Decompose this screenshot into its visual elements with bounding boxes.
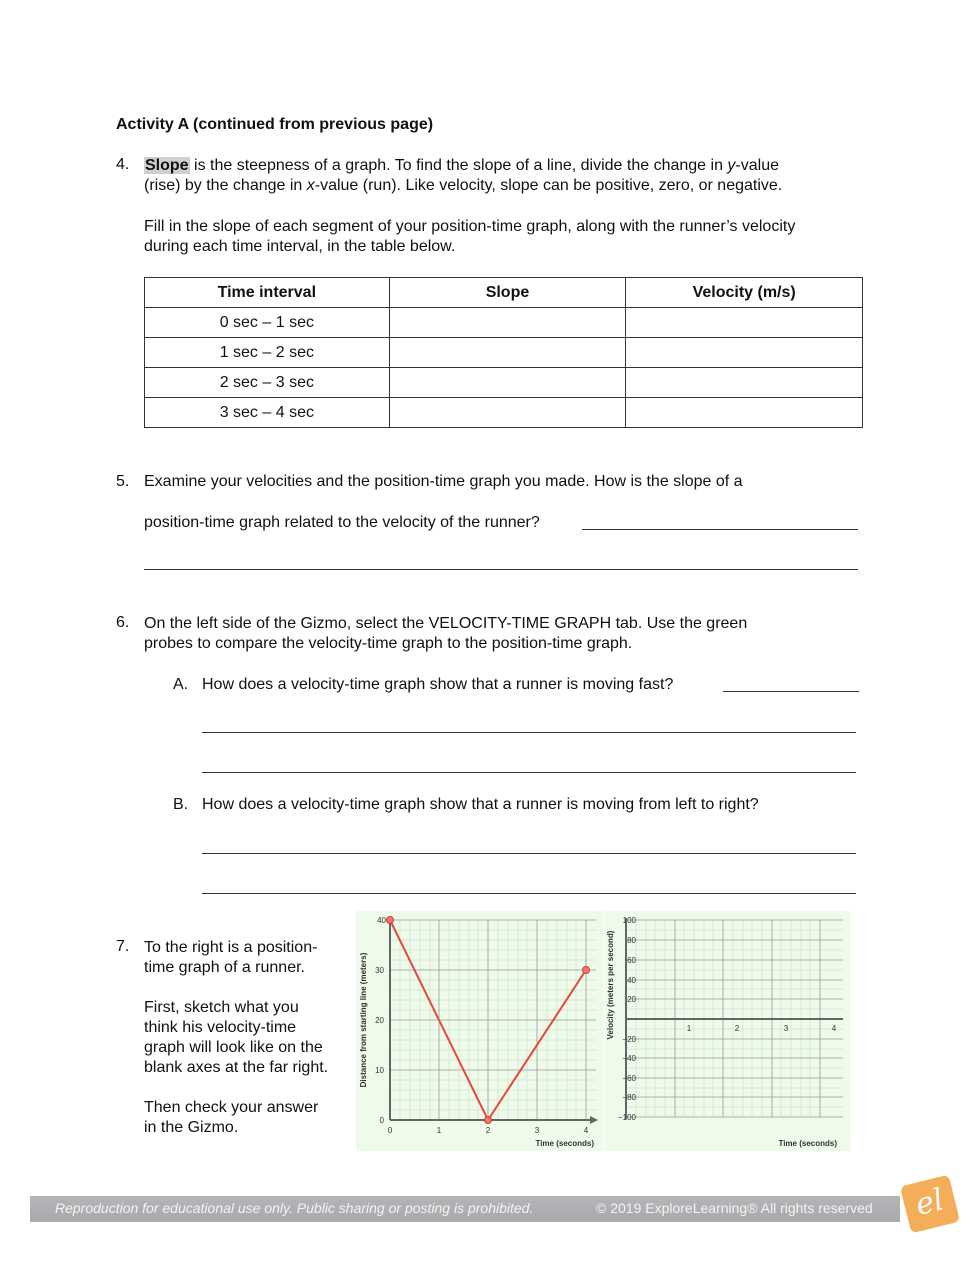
svg-text:4: 4	[583, 1126, 589, 1135]
svg-text:−40: −40	[622, 1054, 636, 1063]
svg-text:40: 40	[627, 976, 636, 985]
svg-text:60: 60	[627, 956, 636, 965]
svg-text:2: 2	[485, 1126, 491, 1135]
q6b-text: How does a velocity-time graph show that a runner is moving from left to right?	[202, 796, 759, 813]
velocity-input-cell[interactable]	[626, 338, 863, 368]
q6b-answer-line-2[interactable]	[202, 893, 856, 894]
q7-number: 7.	[116, 938, 130, 955]
svg-text:−60: −60	[622, 1074, 636, 1083]
table-row	[145, 338, 863, 368]
explorelearning-logo-icon: el	[900, 1175, 960, 1234]
footer-copyright: © 2019 ExploreLearning® All rights reserved	[596, 1200, 873, 1216]
velocity-input-cell[interactable]	[626, 398, 863, 428]
velocity-input-cell[interactable]	[626, 308, 863, 338]
q4-paragraph: Slope is the steepness of a graph. To find the slope of a line, divide the change in y-value (rise) by the change in x-value (run). Like velocity, slope can be positive, zero, or negative.	[144, 157, 783, 194]
svg-text:3: 3	[534, 1126, 540, 1135]
svg-text:30: 30	[375, 966, 384, 975]
q6a-answer-line-2[interactable]	[202, 732, 856, 733]
x-axis-label: Time (seconds)	[778, 1139, 837, 1148]
table-row	[145, 368, 863, 398]
slope-velocity-table	[144, 277, 863, 428]
header-time-interval: Time interval	[145, 278, 390, 308]
q5-answer-line-1[interactable]	[582, 529, 858, 530]
position-time-graph-svg	[356, 911, 604, 1151]
q6a-answer-line-3[interactable]	[202, 772, 856, 773]
time-interval-cell: 0 sec – 1 sec	[145, 308, 390, 338]
q5-answer-line-2[interactable]	[144, 569, 858, 570]
data-point	[583, 967, 590, 974]
slope-input-cell[interactable]	[389, 338, 626, 368]
svg-text:4: 4	[831, 1024, 837, 1033]
svg-text:1: 1	[686, 1024, 692, 1033]
q5-line2: position-time graph related to the velocity of the runner?	[144, 514, 540, 531]
q7-text: To the right is a position- time graph of a runner. First, sketch what you think his velocity-time graph will look like on the blank axes at the far right. Then check your answer in the Gizmo.	[144, 939, 329, 1136]
slope-term-highlight: Slope	[145, 157, 189, 174]
time-interval-cell: 1 sec – 2 sec	[145, 338, 390, 368]
velocity-time-graph[interactable]	[605, 911, 851, 1151]
activity-heading: Activity A (continued from previous page)	[116, 116, 434, 133]
table-row	[145, 308, 863, 338]
slope-input-cell[interactable]	[389, 368, 626, 398]
svg-text:−80: −80	[622, 1093, 636, 1102]
q6b-label: B.	[173, 796, 189, 813]
x-axis-arrow-icon	[590, 1116, 598, 1124]
velocity-time-graph-svg	[605, 911, 851, 1151]
svg-text:0: 0	[387, 1126, 393, 1135]
q4-instructions: Fill in the slope of each segment of your position-time graph, along with the runner’s velocity during each time interval, in the table below.	[144, 218, 796, 255]
q5-line1: Examine your velocities and the position-time graph you made. How is the slope of a	[144, 473, 743, 490]
time-interval-cell: 2 sec – 3 sec	[145, 368, 390, 398]
q6a-text: How does a velocity-time graph show that a runner is moving fast?	[202, 676, 674, 693]
svg-text:10: 10	[375, 1066, 384, 1075]
table-header-row	[145, 278, 863, 308]
svg-text:80: 80	[627, 936, 636, 945]
q4-number: 4.	[116, 156, 130, 173]
position-time-graph	[356, 911, 604, 1151]
q6-number: 6.	[116, 614, 130, 631]
y-axis-label: Velocity (meters per second)	[606, 930, 615, 1040]
svg-text:1: 1	[436, 1126, 442, 1135]
svg-text:−20: −20	[622, 1035, 636, 1044]
svg-text:−100: −100	[617, 1113, 636, 1122]
slope-input-cell[interactable]	[389, 308, 626, 338]
q6b-answer-line-1[interactable]	[202, 853, 856, 854]
time-interval-cell: 3 sec – 4 sec	[145, 398, 390, 428]
velocity-input-cell[interactable]	[626, 368, 863, 398]
y-axis-label: Distance from starting line (meters)	[359, 952, 368, 1088]
svg-text:2: 2	[734, 1024, 740, 1033]
header-slope: Slope	[389, 278, 626, 308]
footer-disclaimer: Reproduction for educational use only. Public sharing or posting is prohibited.	[55, 1200, 534, 1216]
q6-paragraph: On the left side of the Gizmo, select the VELOCITY-TIME GRAPH tab. Use the green probes to compare the velocity-time graph to the position-time graph.	[144, 615, 748, 652]
header-velocity: Velocity (m/s)	[626, 278, 863, 308]
x-axis-label: Time (seconds)	[535, 1139, 594, 1148]
q6a-answer-line-1[interactable]	[723, 691, 859, 692]
svg-text:100: 100	[622, 916, 636, 925]
svg-text:20: 20	[375, 1016, 384, 1025]
svg-text:0: 0	[379, 1116, 384, 1125]
svg-text:40: 40	[377, 916, 386, 925]
slope-input-cell[interactable]	[389, 398, 626, 428]
data-point	[387, 917, 394, 924]
data-point	[485, 1117, 492, 1124]
svg-text:20: 20	[627, 995, 636, 1004]
svg-text:3: 3	[783, 1024, 789, 1033]
q6a-label: A.	[173, 676, 189, 693]
table-row	[145, 398, 863, 428]
q5-number: 5.	[116, 473, 130, 490]
